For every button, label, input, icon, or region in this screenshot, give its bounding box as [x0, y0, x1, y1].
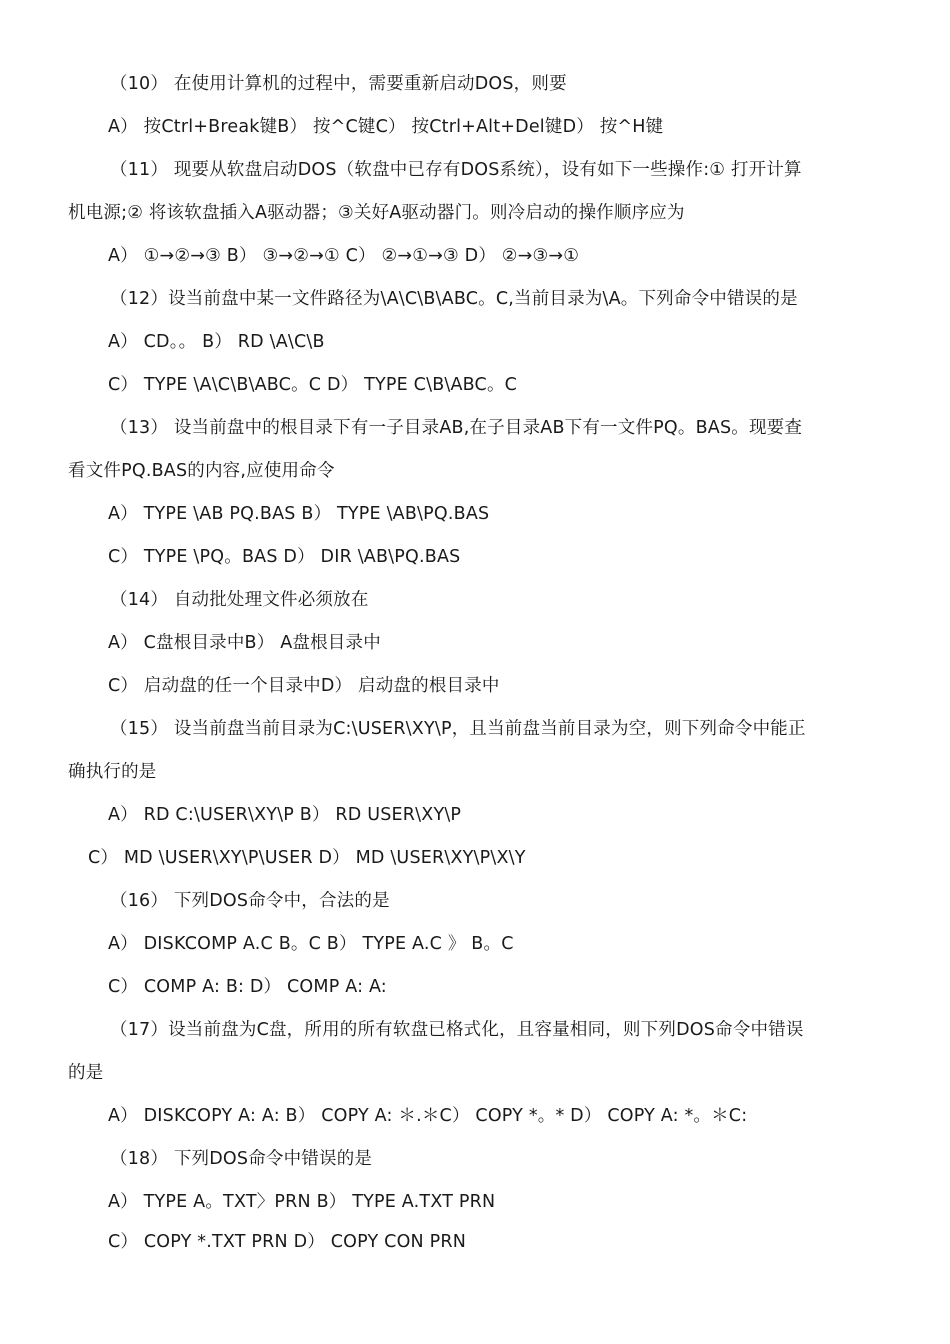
question-17-stem-cont: 的是 — [68, 1063, 104, 1083]
question-15-stem: （15） 设当前盘当前目录为C:\USER\XY\P，且当前盘当前目录为空，则下列命令中能正 — [110, 719, 806, 739]
question-10-stem: （10） 在使用计算机的过程中，需要重新启动DOS，则要 — [110, 74, 567, 94]
question-18-options-ab: A） TYPE A。TXT〉PRN B） TYPE A.TXT PRN — [108, 1192, 496, 1212]
question-12-stem: （12）设当前盘中某一文件路径为\A\C\B\ABC。C,当前目录为\A。下列命令中错误的是 — [110, 289, 798, 309]
question-15-options-ab: A） RD C:\USER\XY\P B） RD USER\XY\P — [108, 805, 462, 825]
question-15-options-cd: C） MD \USER\XY\P\USER D） MD \USER\XY\P\X\Y — [88, 848, 526, 868]
question-18-stem: （18） 下列DOS命令中错误的是 — [110, 1149, 373, 1169]
question-14-options-ab: A） C盘根目录中B） A盘根目录中 — [108, 633, 381, 653]
question-10-options: A） 按Ctrl+Break键B） 按^C键C） 按Ctrl+Alt+Del键D） 按^H键 — [108, 117, 664, 137]
question-11-stem-cont: 机电源;② 将该软盘插入A驱动器；③关好A驱动器门。则冷启动的操作顺序应为 — [68, 203, 685, 223]
question-15-stem-cont: 确执行的是 — [68, 762, 157, 782]
question-13-options-cd: C） TYPE \PQ。BAS D） DIR \AB\PQ.BAS — [108, 547, 461, 567]
question-11-stem: （11） 现要从软盘启动DOS（软盘中已存有DOS系统），设有如下一些操作:① 打开计算 — [110, 160, 802, 180]
question-12-options-ab: A） CD。。 B） RD \A\C\B — [108, 332, 325, 352]
question-17-stem: （17）设当前盘为C盘，所用的所有软盘已格式化，且容量相同，则下列DOS命令中错误 — [110, 1020, 804, 1040]
question-16-stem: （16） 下列DOS命令中，合法的是 — [110, 891, 390, 911]
question-18-options-cd: C） COPY *.TXT PRN D） COPY CON PRN — [108, 1232, 467, 1252]
question-13-options-ab: A） TYPE \AB PQ.BAS B） TYPE \AB\PQ.BAS — [108, 504, 490, 524]
question-13-stem-cont: 看文件PQ.BAS的内容,应使用命令 — [68, 461, 335, 481]
question-13-stem: （13） 设当前盘中的根目录下有一子目录AB,在子目录AB下有一文件PQ。BAS。现要查 — [110, 418, 803, 438]
question-11-options: A） ①→②→③ B） ③→②→① C） ②→①→③ D） ②→③→① — [108, 246, 580, 266]
question-16-options-ab: A） DISKCOMP A.C B。C B） TYPE A.C 》 B。C — [108, 934, 514, 954]
question-14-stem: （14） 自动批处理文件必须放在 — [110, 590, 369, 610]
question-14-options-cd: C） 启动盘的任一个目录中D） 启动盘的根目录中 — [108, 676, 500, 696]
question-16-options-cd: C） COMP A: B: D） COMP A: A: — [108, 977, 387, 997]
question-12-options-cd: C） TYPE \A\C\B\ABC。C D） TYPE C\B\ABC。C — [108, 375, 518, 395]
question-17-options: A） DISKCOPY A: A: B） COPY A: ＊.＊C） COPY *。* D） COPY A: *。＊C: — [108, 1106, 748, 1126]
